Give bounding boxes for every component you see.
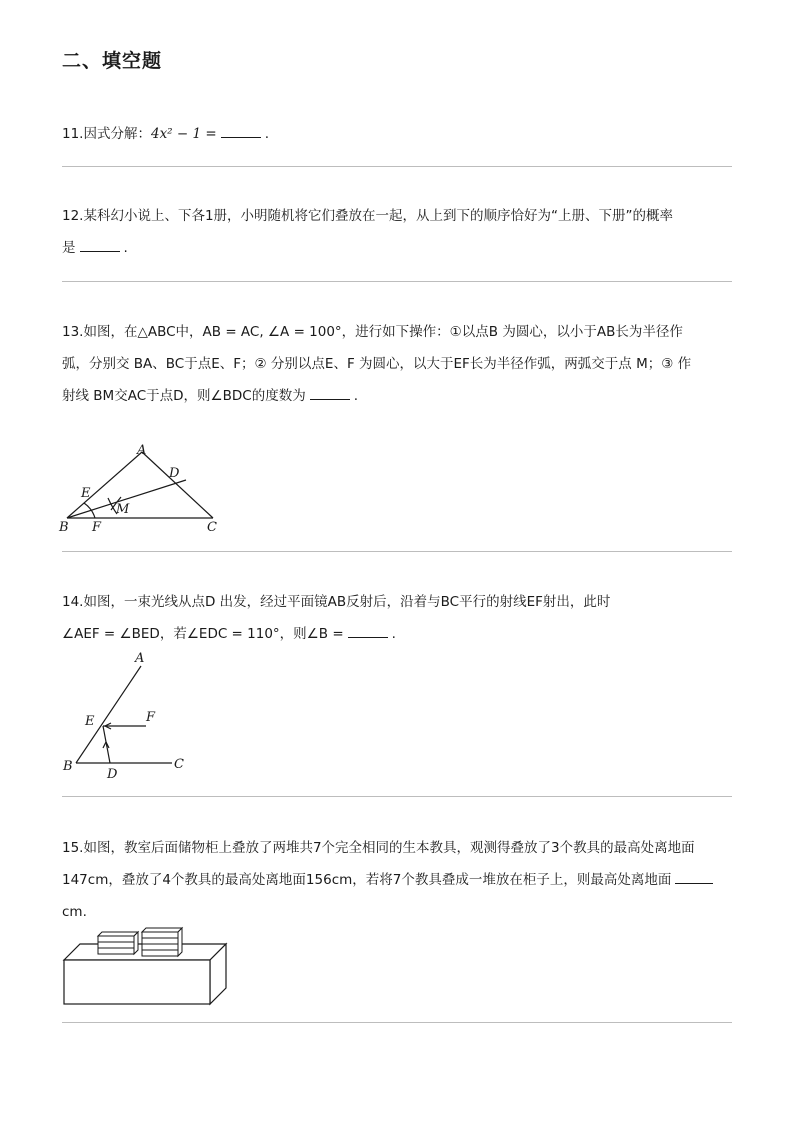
cabinet-front [64,960,210,1004]
question-15-line-1: 15.如图，教室后面储物柜上叠放了两堆共7个完全相同的生本教具，观测得叠放了3个教具的最高处离地面 [62,840,695,856]
stack-side [178,928,182,956]
divider [62,796,732,797]
answer-blank-12[interactable] [80,250,120,252]
ray-de [103,726,110,763]
question-13-line-2: 弧，分别交 BA、BC于点E、F；② 分别以点E、F 为圆心，以大于EF长为半径作弧，两弧交于点 M；③ 作 [62,356,692,372]
divider [62,1022,732,1023]
label-b: B [59,520,69,535]
label-m: M [116,502,130,517]
divider [62,551,732,552]
question-15-line-2-text: 147cm，叠放了4个教具的最高处离地面156cm，若将7个教具叠成一堆放在柜子上，则最高处离地面 [62,872,672,888]
stack-of-4 [142,928,182,956]
question-12-line-2 [62,232,128,264]
question-11-expression: 4x² − 1 = [150,126,217,142]
question-14-line-2-prefix: ∠AEF = ∠BED，若∠EDC = 110°，则∠B = [62,626,344,642]
question-12-line-2-prefix: 是 [62,240,76,256]
question-12-line-1: 12.某科幻小说上、下各1册，小明随机将它们叠放在一起，从上到下的顺序恰好为“上册、下册”的概率 [62,208,674,224]
stack-top [142,928,182,932]
question-14-line-2-suffix: . [391,626,396,642]
teaching-aid [142,944,178,950]
question-11-prefix: 11.因式分解： [62,126,151,142]
stack-top [98,932,138,936]
label-b: B [63,759,73,774]
question-12-line-2-suffix: . [123,240,128,256]
teaching-aid [98,942,134,948]
label-a: A [137,443,147,458]
label-c: C [207,520,217,535]
question-15-line-2 [62,864,717,896]
triangle-figure-13 [55,440,235,540]
teaching-aid [142,932,178,938]
answer-blank-11[interactable] [221,136,261,138]
question-13-line-3-suffix: . [353,388,359,404]
teaching-aid [98,948,134,954]
section-title: 二、填空题 [62,50,163,72]
label-e: E [81,486,91,501]
question-14-line-1: 14.如图，一束光线从点D 出发，经过平面镜AB反射后，沿着与BC平行的射线EF射出，此时 [62,594,611,610]
label-f: F [92,520,102,535]
side-ba [67,452,142,518]
divider [62,166,732,167]
label-e: E [85,714,95,729]
answer-blank-14[interactable] [348,636,388,638]
teaching-aid [98,936,134,942]
question-11-suffix: . [264,126,269,142]
question-13-line-3 [62,380,358,412]
teaching-aid [142,950,178,956]
side-ac [142,452,213,518]
divider [62,281,732,282]
stack-side [134,932,138,954]
answer-blank-13[interactable] [310,398,350,400]
stack-of-3 [98,932,138,954]
label-d: D [169,466,180,481]
answer-blank-15[interactable] [675,882,713,884]
question-11 [62,118,269,150]
question-14-line-2 [62,618,396,650]
label-d: D [107,767,118,782]
question-13-line-3-prefix: 射线 BM交AC于点D，则∠BDC的度数为 [62,388,306,404]
label-c: C [174,757,184,772]
label-a: A [135,651,145,666]
mirror-figure-14 [55,648,195,783]
cabinet-figure-15 [60,924,230,1009]
question-13-line-1: 13.如图，在△ABC中，AB = AC, ∠A = 100°，进行如下操作：①以点B 为圆心，以小于AB长为半径作 [62,324,683,340]
label-f: F [146,710,156,725]
question-15-line-3: cm. [62,904,87,920]
teaching-aid [142,938,178,944]
